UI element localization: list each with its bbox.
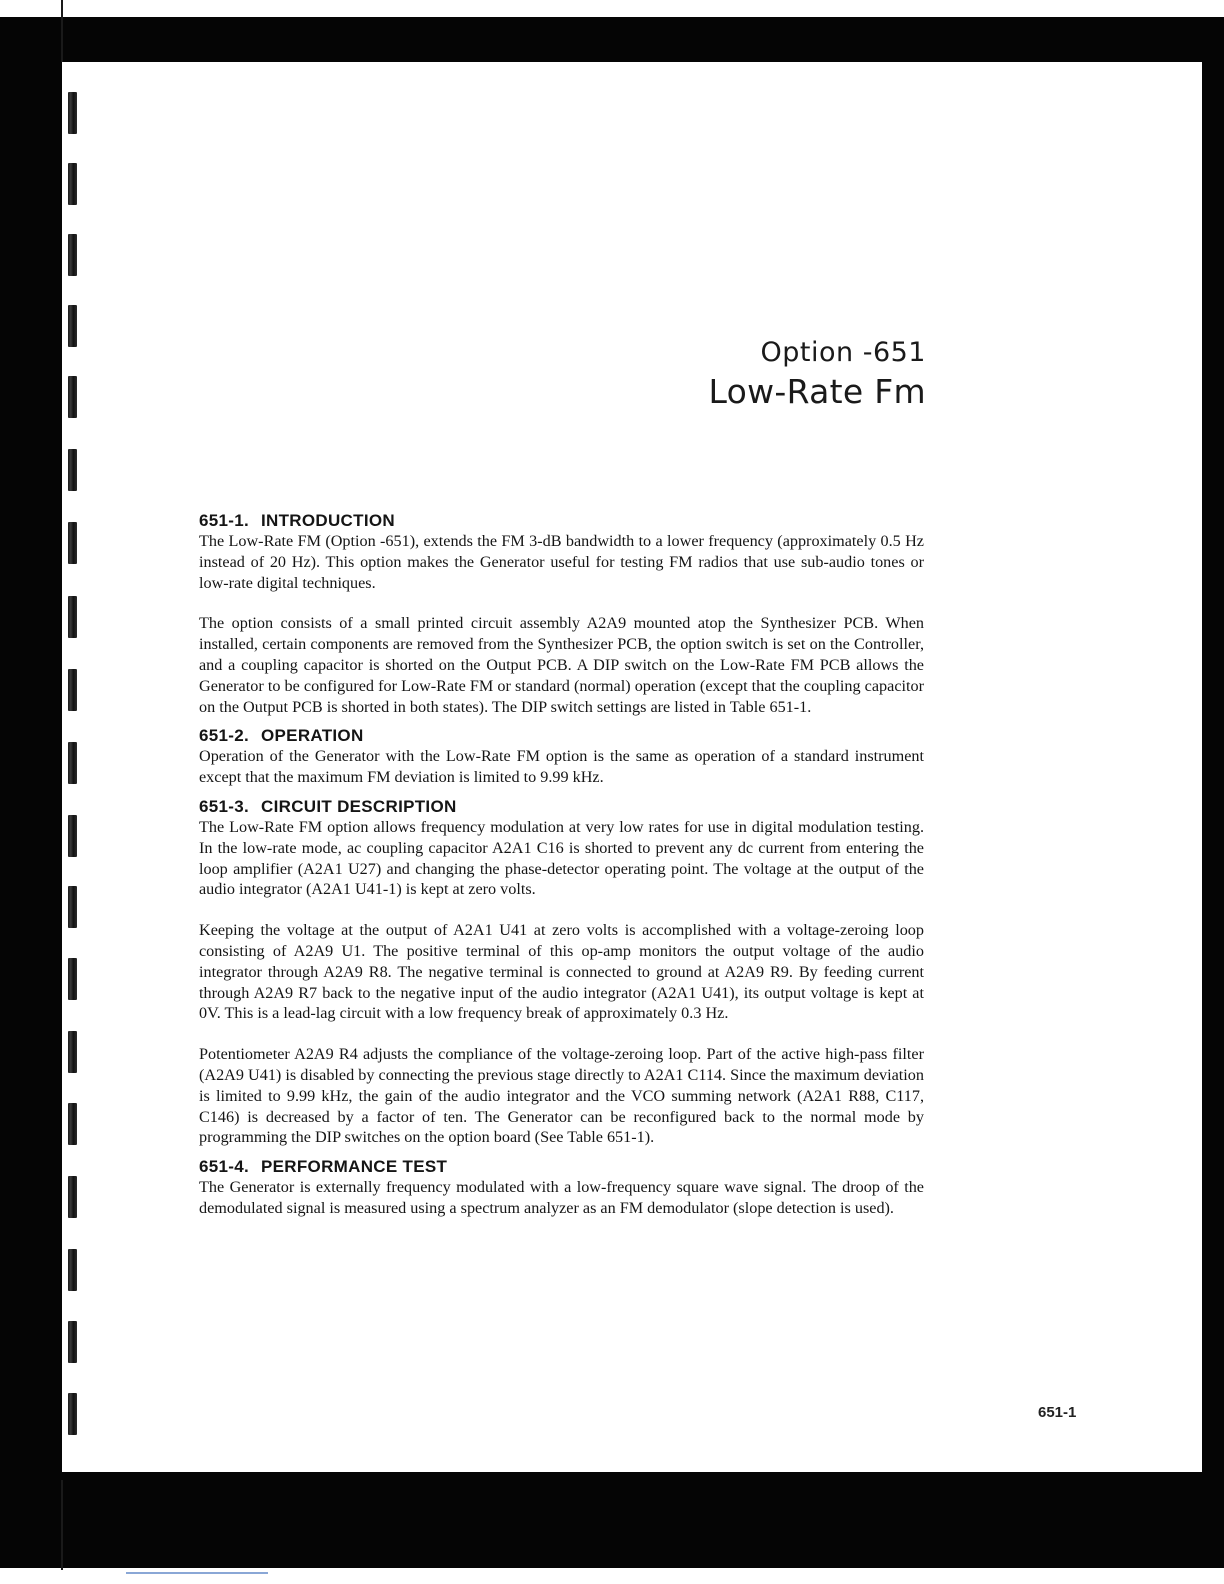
scan-edge-line-bottom (61, 1480, 63, 1570)
section-heading (199, 796, 924, 817)
paragraph: Operation of the Generator with the Low-Rate FM option is the same as operation of a standard instrument except that the maximum FM deviation is limited to 9.99 kHz. (199, 747, 924, 787)
section-number: 651-4. (199, 1157, 250, 1177)
binding-hole (68, 163, 77, 205)
binding-hole (68, 815, 77, 857)
section-title: INTRODUCTION (261, 511, 395, 530)
chapter-title: Low-Rate Fm (708, 372, 926, 411)
page-number: 651-1 (1038, 1404, 1077, 1421)
section-title: PERFORMANCE TEST (261, 1157, 448, 1177)
binding-hole (68, 958, 77, 1000)
binding-hole (68, 449, 77, 491)
section-title: CIRCUIT DESCRIPTION (261, 796, 457, 816)
section-circuit-description (199, 796, 924, 1148)
binding-hole (68, 1031, 77, 1073)
binding-hole (68, 522, 77, 564)
binding-hole (68, 1176, 77, 1218)
binding-hole (68, 1393, 77, 1435)
bottom-rule (126, 1572, 268, 1574)
paragraph: The option consists of a small printed circuit assembly A2A9 mounted atop the Synthesizer PCB. When installed, certain components are removed from the Synthesizer PCB, the option switch is set on the Controller, and a coupling capacitor is shorted on the Output PCB. A DIP switch on the Low-Rate FM PCB allows the Generator to be configured for Low-Rate FM or standard (normal) operation (except that the coupling capacitor on the Output PCB is shorted in both states). The DIP switch settings are listed in Table 651-1. (199, 614, 924, 716)
paragraph: The Generator is externally frequency modulated with a low-frequency square wave signal. The droop of the demodulated signal is measured using a spectrum analyzer as an FM demodulator (slope detection is used). (199, 1178, 924, 1217)
binding-hole (68, 596, 77, 638)
document-body (199, 510, 924, 1219)
binding-hole (68, 92, 77, 134)
section-number: 651-1. (199, 511, 250, 530)
section-number: 651-2. (199, 726, 250, 746)
binding-hole (68, 1321, 77, 1363)
chapter-header (709, 336, 926, 414)
section-operation (199, 725, 924, 788)
binding-hole (68, 1249, 77, 1291)
section-heading (199, 725, 924, 746)
section-heading (199, 510, 924, 531)
binding-hole (68, 1103, 77, 1145)
option-label: Option -651 (760, 337, 926, 368)
paragraph: Keeping the voltage at the output of A2A1 U41 at zero volts is accomplished with a voltage-zeroing loop consisting of A2A9 U1. The positive terminal of this op-amp monitors the output voltage of the audio integrator through A2A9 R8. The negative terminal is connected to ground at A2A9 R9. By feeding current through A2A9 R7 back to the negative input of the audio integrator (A2A1 U41), its output voltage is kept at 0V. This is a lead-lag circuit with a low frequency break of approximately 0.3 Hz. (199, 921, 924, 1023)
scan-edge-line-top (61, 0, 63, 62)
binding-hole (68, 376, 77, 418)
binding-hole (68, 886, 77, 928)
paragraph: Potentiometer A2A9 R4 adjusts the compliance of the voltage-zeroing loop. Part of the active high-pass filter (A2A9 U41) is disabled by connecting the previous stage directly to A2A1 C114. Since the maximum deviation is limited to 9.99 kHz, the gain of the audio integrator and the VCO summing network (A2A1 R88, C117, C146) is decreased by a factor of ten. The Generator can be reconfigured back to the normal mode by programming the DIP switches on the option board (See Table 651-1). (199, 1045, 924, 1147)
binding-hole (68, 669, 77, 711)
section-performance-test (199, 1156, 924, 1219)
section-introduction (199, 510, 924, 717)
paragraph: The Low-Rate FM option allows frequency modulation at very low rates for use in digital modulation testing. In the low-rate mode, ac coupling capacitor A2A1 C16 is shorted to prevent any dc current from entering the loop amplifier (A2A1 U27) and changing the phase-detector operating point. The voltage at the output of the audio integrator (A2A1 U41-1) is kept at zero volts. (199, 817, 924, 899)
section-number: 651-3. (199, 796, 250, 816)
binding-hole (68, 742, 77, 784)
binding-hole (68, 234, 77, 276)
section-heading (199, 1156, 924, 1177)
binding-hole (68, 305, 77, 347)
paragraph: The Low-Rate FM (Option -651), extends the FM 3-dB bandwidth to a lower frequency (approximately 0.5 Hz instead of 20 Hz). This option makes the Generator useful for testing FM radios that use sub-audio tones or low-rate digital techniques. (199, 532, 924, 592)
section-title: OPERATION (261, 726, 364, 746)
